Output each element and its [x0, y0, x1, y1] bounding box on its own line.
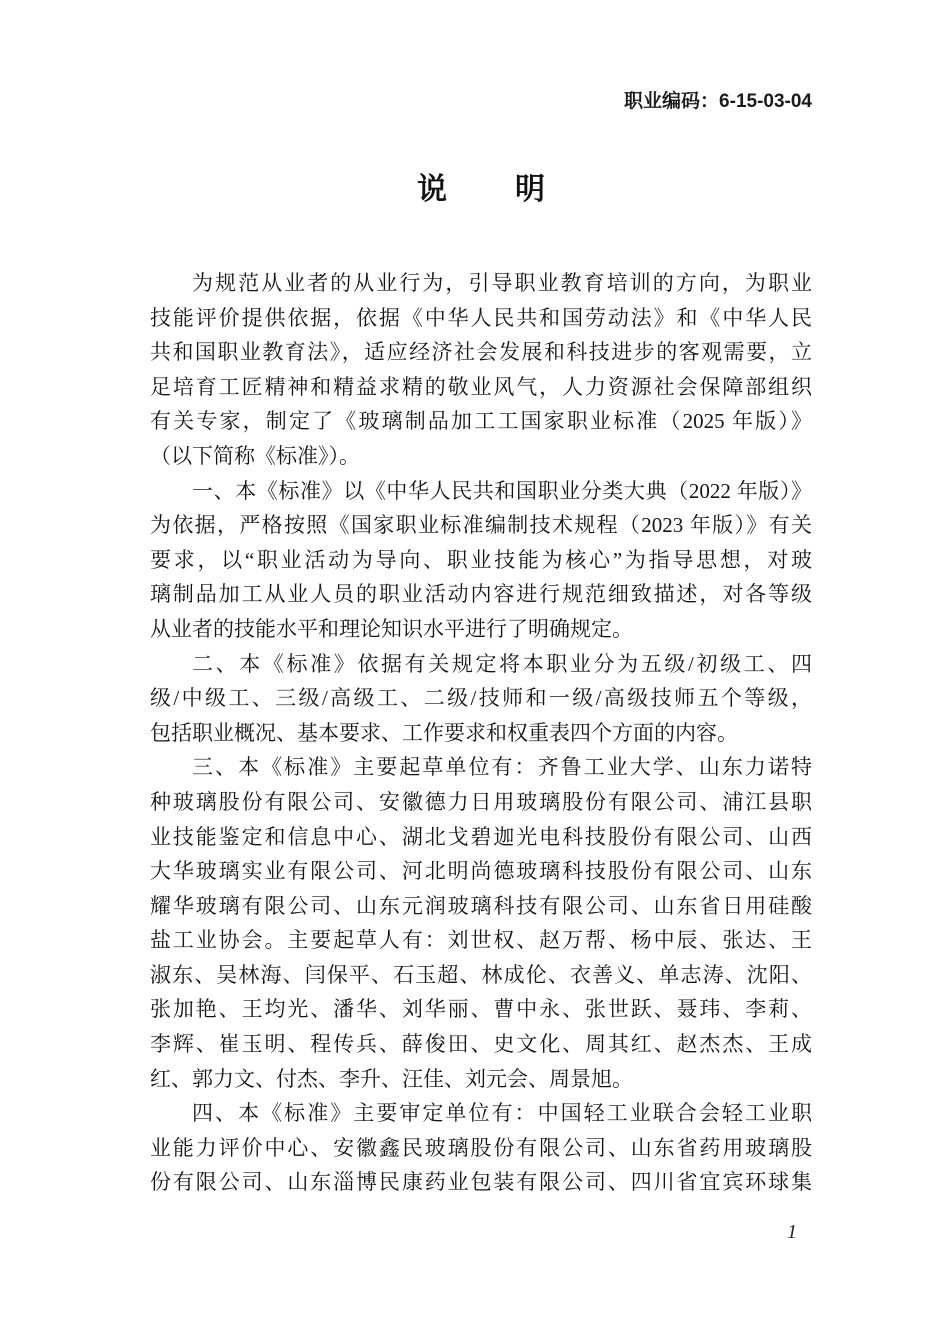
text-line: 淑东、吴林海、闫保平、石玉超、林成伦、衣善义、单志涛、沈阳、: [150, 962, 812, 987]
text-line: 红、郭力文、付杰、李升、汪佳、刘元会、周景旭。: [150, 1066, 633, 1091]
text-line: 为规范从业者的从业行为，引导职业教育培训的方向，为职业: [192, 271, 812, 295]
text-line: 大华玻璃实业有限公司、河北明尚德玻璃科技股份有限公司、山东: [150, 859, 812, 884]
body-text: [150, 266, 812, 1200]
text-line: 业技能鉴定和信息中心、湖北戈碧迦光电科技股份有限公司、山西: [150, 824, 812, 849]
text-line: 从业者的技能水平和理论知识水平进行了明确规定。: [150, 616, 633, 641]
text-line: 足培育工匠精神和精益求精的敬业风气，人力资源社会保障部组织: [150, 374, 812, 399]
text-line: 张加艳、王均光、潘华、刘华丽、曹中永、张世跃、聂玮、李莉、: [150, 997, 812, 1022]
text-line: （以下简称《标准》）。: [150, 443, 360, 468]
text-line: 一、本《标准》以《中华人民共和国职业分类大典（2022 年版）》: [192, 478, 812, 503]
text-line: 为依据，严格按照《国家职业标准编制技术规程（2023 年版）》有关: [150, 513, 812, 538]
occupation-code: 职业编码：6-15-03-04: [624, 91, 812, 112]
paragraph-intro: [150, 266, 812, 474]
text-line: 份有限公司、山东淄博民康药业包装有限公司、四川省宜宾环球集: [150, 1170, 812, 1195]
page-number: 1: [787, 1221, 797, 1243]
text-line: 盐工业协会。主要起草人有：刘世权、赵万帮、杨中辰、张达、王: [150, 928, 812, 953]
text-line: 二、本《标准》依据有关规定将本职业分为五级/初级工、四: [192, 651, 812, 676]
paragraph-2: [150, 647, 812, 751]
text-line: 包括职业概况、基本要求、工作要求和权重表四个方面的内容。: [150, 720, 738, 745]
text-line: 四、本《标准》主要审定单位有：中国轻工业联合会轻工业职: [192, 1101, 812, 1126]
text-line: 要求，以“职业活动为导向、职业技能为核心”为指导思想，对玻: [150, 547, 812, 572]
text-line: 有关专家，制定了《玻璃制品加工工国家职业标准（2025 年版）》: [150, 409, 812, 434]
text-line: 业能力评价中心、安徽鑫民玻璃股份有限公司、山东省药用玻璃股: [150, 1135, 812, 1160]
text-line: 璃制品加工从业人员的职业活动内容进行规范细致描述，对各等级: [150, 582, 812, 607]
text-line: 三、本《标准》主要起草单位有：齐鲁工业大学、山东力诺特: [192, 755, 812, 780]
paragraph-1: [150, 474, 812, 647]
text-line: 李辉、崔玉明、程传兵、薛俊田、史文化、周其红、赵杰杰、王成: [150, 1032, 812, 1057]
text-line: 耀华玻璃有限公司、山东元润玻璃科技有限公司、山东省日用硅酸: [150, 893, 812, 918]
text-line: 技能评价提供依据，依据《中华人民共和国劳动法》和《中华人民: [150, 305, 812, 330]
text-line: 种玻璃股份有限公司、安徽德力日用玻璃股份有限公司、浦江县职: [150, 789, 812, 814]
text-line: 共和国职业教育法》，适应经济社会发展和科技进步的客观需要，立: [150, 340, 812, 365]
page-title: 说 明: [417, 173, 564, 206]
paragraph-4: [150, 1096, 812, 1200]
text-line: 级/中级工、三级/高级工、二级/技师和一级/高级技师五个等级，: [150, 686, 812, 711]
paragraph-3: [150, 750, 812, 1096]
